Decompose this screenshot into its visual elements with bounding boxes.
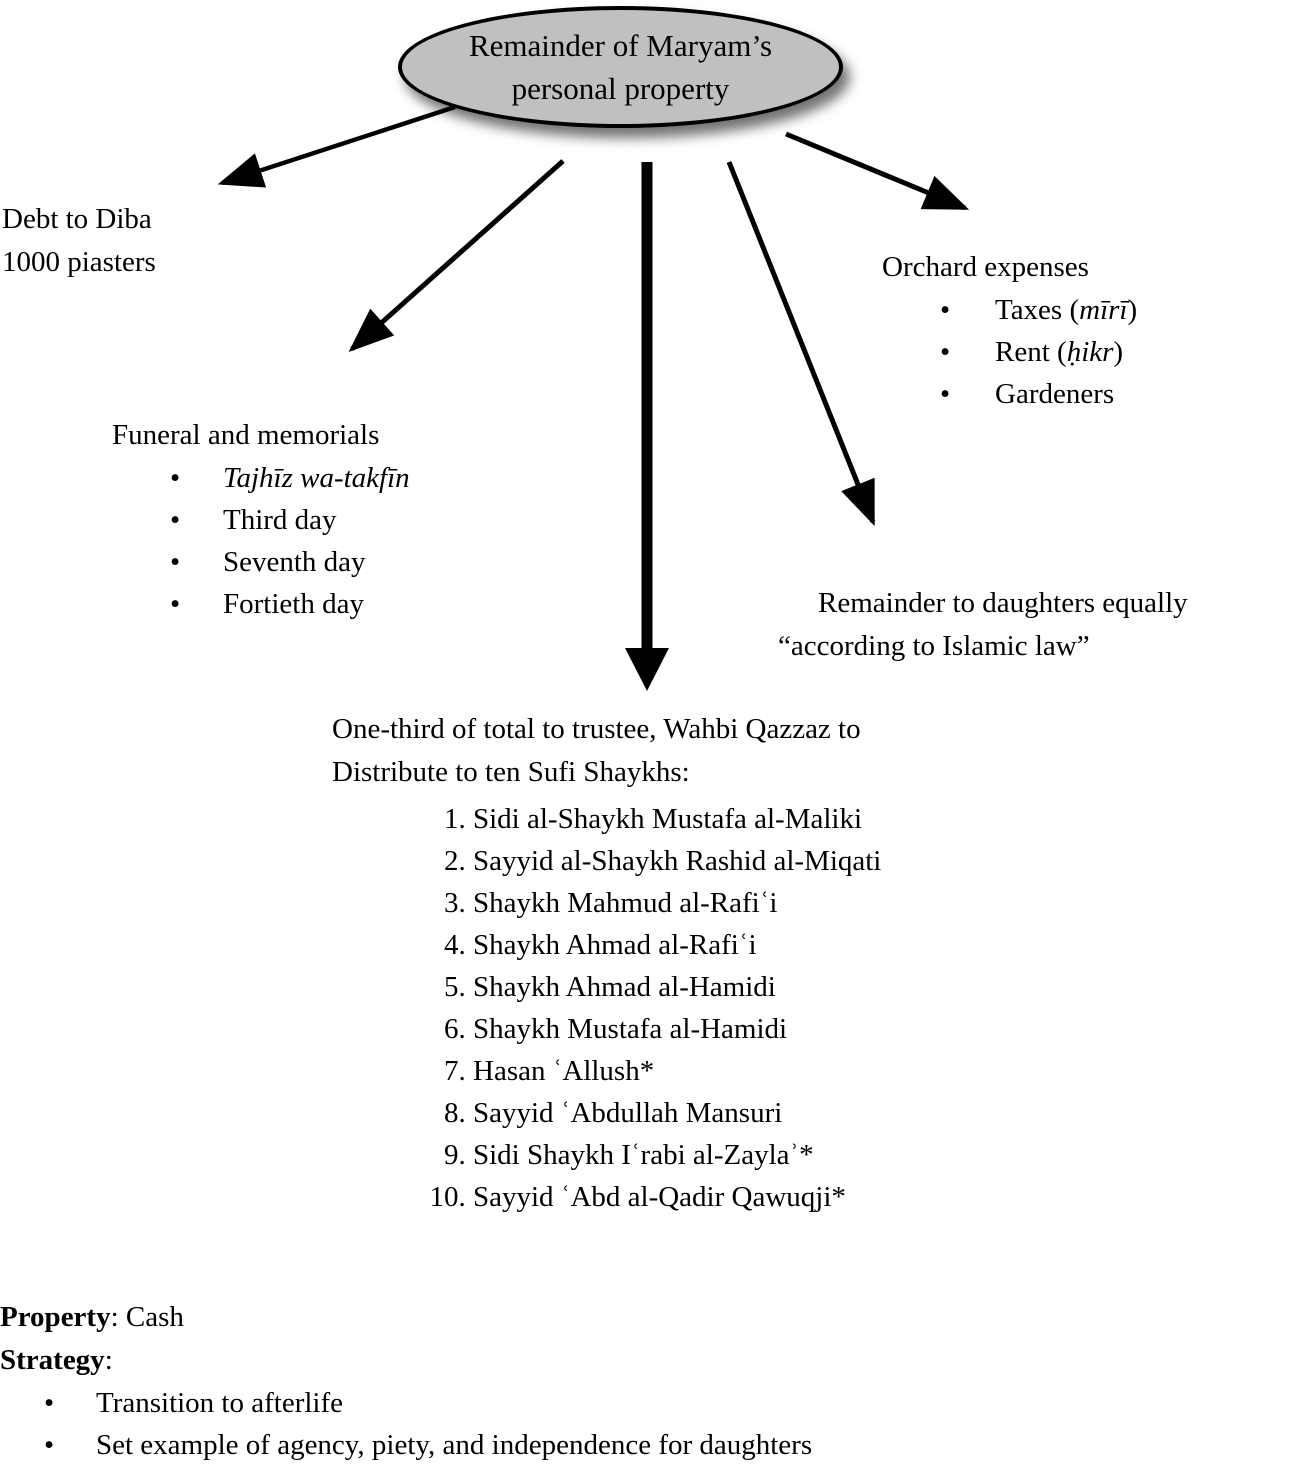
arrow-to-trustee-head bbox=[625, 648, 669, 691]
list-item bbox=[940, 289, 1137, 331]
bullet-icon: • bbox=[940, 294, 951, 326]
strategy-label: Strategy bbox=[0, 1344, 105, 1376]
daughters-node bbox=[778, 582, 1188, 668]
list-item: 4. Shaykh Ahmad al-Rafiʿi bbox=[473, 924, 881, 966]
arrow-to-orchard bbox=[786, 134, 965, 208]
arrow-to-debt bbox=[222, 107, 455, 183]
list-item: 7. Hasan ʿAllush* bbox=[473, 1050, 881, 1092]
shaykh-list bbox=[332, 798, 881, 1218]
arrow-to-funeral bbox=[352, 161, 563, 349]
bullet-icon: • bbox=[940, 336, 951, 368]
strategy-line: Strategy: bbox=[0, 1344, 113, 1376]
orchard-title: Orchard expenses bbox=[882, 251, 1089, 283]
list-item bbox=[44, 1424, 812, 1466]
orchard-node bbox=[882, 246, 1137, 415]
bullet-icon: • bbox=[170, 462, 181, 494]
debt-line1: Debt to Diba bbox=[2, 203, 152, 235]
list-item bbox=[170, 541, 410, 583]
list-item bbox=[170, 457, 410, 499]
funeral-title: Funeral and memorials bbox=[112, 419, 380, 451]
funeral-item-label: Seventh day bbox=[223, 546, 366, 578]
trustee-node bbox=[332, 708, 881, 1218]
debt-node bbox=[2, 198, 156, 284]
list-item: 9. Sidi Shaykh Iʿrabi al-Zaylaʾ* bbox=[473, 1134, 881, 1176]
list-item: 1. Sidi al-Shaykh Mustafa al-Maliki bbox=[473, 798, 881, 840]
debt-line2: 1000 piasters bbox=[2, 246, 156, 278]
list-item: 3. Shaykh Mahmud al-Rafiʿi bbox=[473, 882, 881, 924]
daughters-line1: Remainder to daughters equally bbox=[818, 587, 1188, 619]
list-item bbox=[940, 331, 1137, 373]
list-item: 5. Shaykh Ahmad al-Hamidi bbox=[473, 966, 881, 1008]
orchard-item-label: Gardeners bbox=[995, 378, 1115, 410]
orchard-list bbox=[940, 289, 1137, 415]
root-node-ellipse bbox=[398, 6, 843, 128]
list-item bbox=[940, 373, 1137, 415]
bullet-icon: • bbox=[44, 1387, 55, 1419]
bullet-icon: • bbox=[170, 504, 181, 536]
daughters-line2: “according to Islamic law” bbox=[778, 630, 1090, 662]
orchard-item-label: Taxes (mīrī) bbox=[995, 294, 1138, 326]
orchard-item-label: Rent (ḥikr) bbox=[995, 336, 1124, 368]
list-item: 2. Sayyid al-Shaykh Rashid al-Miqati bbox=[473, 840, 881, 882]
bullet-icon: • bbox=[170, 588, 181, 620]
property-line: Property: Cash bbox=[0, 1301, 184, 1333]
list-item bbox=[170, 499, 410, 541]
funeral-item-label: Fortieth day bbox=[223, 588, 364, 620]
bullet-icon: • bbox=[44, 1429, 55, 1461]
list-item: 8. Sayyid ʿAbdullah Mansuri bbox=[473, 1092, 881, 1134]
funeral-item-label: Tajhīz wa-takfīn bbox=[223, 462, 410, 494]
funeral-list bbox=[170, 457, 410, 625]
trustee-intro-line1: One-third of total to trustee, Wahbi Qazzaz to bbox=[332, 713, 861, 745]
funeral-item-label: Third day bbox=[223, 504, 337, 536]
list-item bbox=[44, 1382, 812, 1424]
property-label: Property bbox=[0, 1301, 111, 1333]
funeral-node bbox=[112, 414, 410, 625]
strategy-item-label: Transition to afterlife bbox=[96, 1387, 343, 1419]
summary-block bbox=[0, 1296, 812, 1466]
list-item: 10. Sayyid ʿAbd al-Qadir Qawuqji* bbox=[473, 1176, 881, 1218]
trustee-intro-line2: Distribute to ten Sufi Shaykhs: bbox=[332, 756, 690, 788]
list-item bbox=[170, 583, 410, 625]
root-node-label-line1: Remainder of Maryam’s bbox=[468, 28, 773, 63]
strategy-item-label: Set example of agency, piety, and independence for daughters bbox=[96, 1429, 813, 1461]
bullet-icon: • bbox=[940, 378, 951, 410]
list-item: 6. Shaykh Mustafa al-Hamidi bbox=[473, 1008, 881, 1050]
bullet-icon: • bbox=[170, 546, 181, 578]
arrow-to-daughters bbox=[729, 162, 873, 522]
strategy-list bbox=[44, 1382, 812, 1466]
root-node-label-line2: personal property bbox=[511, 71, 730, 106]
